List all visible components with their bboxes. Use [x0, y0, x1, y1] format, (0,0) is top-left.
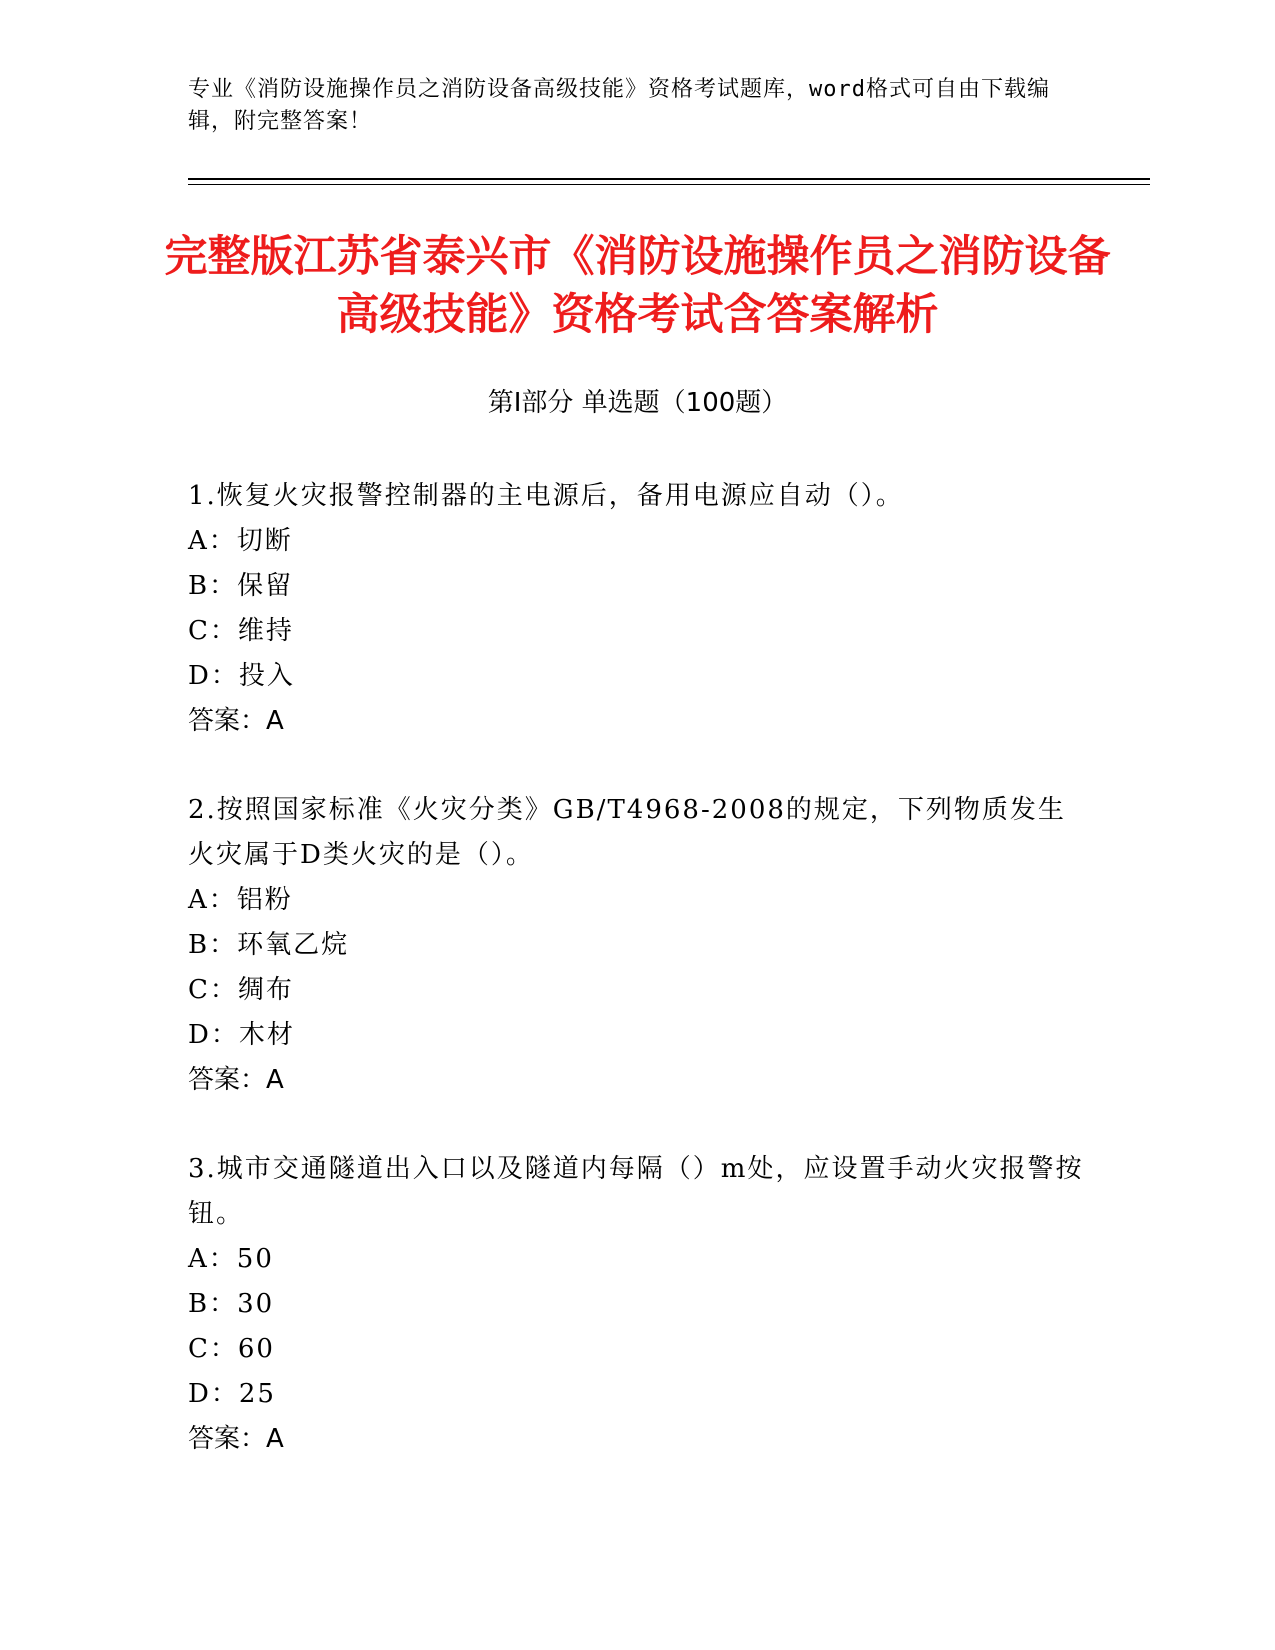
option-c: C：维持 [188, 616, 294, 646]
option-a: A：50 [188, 1244, 274, 1274]
option-b: B：30 [188, 1289, 275, 1319]
option-a: A：切断 [188, 526, 293, 556]
answer: 答案：A [188, 706, 284, 736]
option-d: D：木材 [188, 1020, 295, 1050]
header-note: 专业《消防设施操作员之消防设备高级技能》资格考试题库，word格式可自由下载编辑，附完整答案！ [188, 77, 1050, 134]
option-c: C：绸布 [188, 975, 294, 1005]
option-b: B：环氧乙烷 [188, 930, 350, 960]
header-rule-thick [188, 178, 1150, 180]
header-rule-thin [188, 184, 1150, 185]
question-text: 3.城市交通隧道出入口以及隧道内每隔（）m处，应设置手动火灾报警按钮。 [188, 1154, 1084, 1229]
answer: 答案：A [188, 1424, 284, 1454]
option-b: B：保留 [188, 571, 294, 601]
question-text: 1.恢复火灾报警控制器的主电源后，备用电源应自动（）。 [188, 481, 904, 511]
option-a: A：铝粉 [188, 885, 293, 915]
document-title: 完整版江苏省泰兴市《消防设施操作员之消防设备高级技能》资格考试含答案解析 [164, 232, 1111, 340]
section-heading: 第Ⅰ部分 单选题（100题） [487, 388, 788, 418]
option-d: D：投入 [188, 661, 295, 691]
question-1 [188, 474, 1088, 744]
question-3 [188, 1147, 1088, 1462]
option-c: C：60 [188, 1334, 275, 1364]
answer: 答案：A [188, 1065, 284, 1095]
option-d: D：25 [188, 1379, 276, 1409]
question-2 [188, 788, 1088, 1103]
question-text: 2.按照国家标准《火灾分类》GB/T4968-2008的规定，下列物质发生火灾属于D类火灾的是（）。 [188, 795, 1066, 870]
question-list [188, 474, 1088, 1506]
